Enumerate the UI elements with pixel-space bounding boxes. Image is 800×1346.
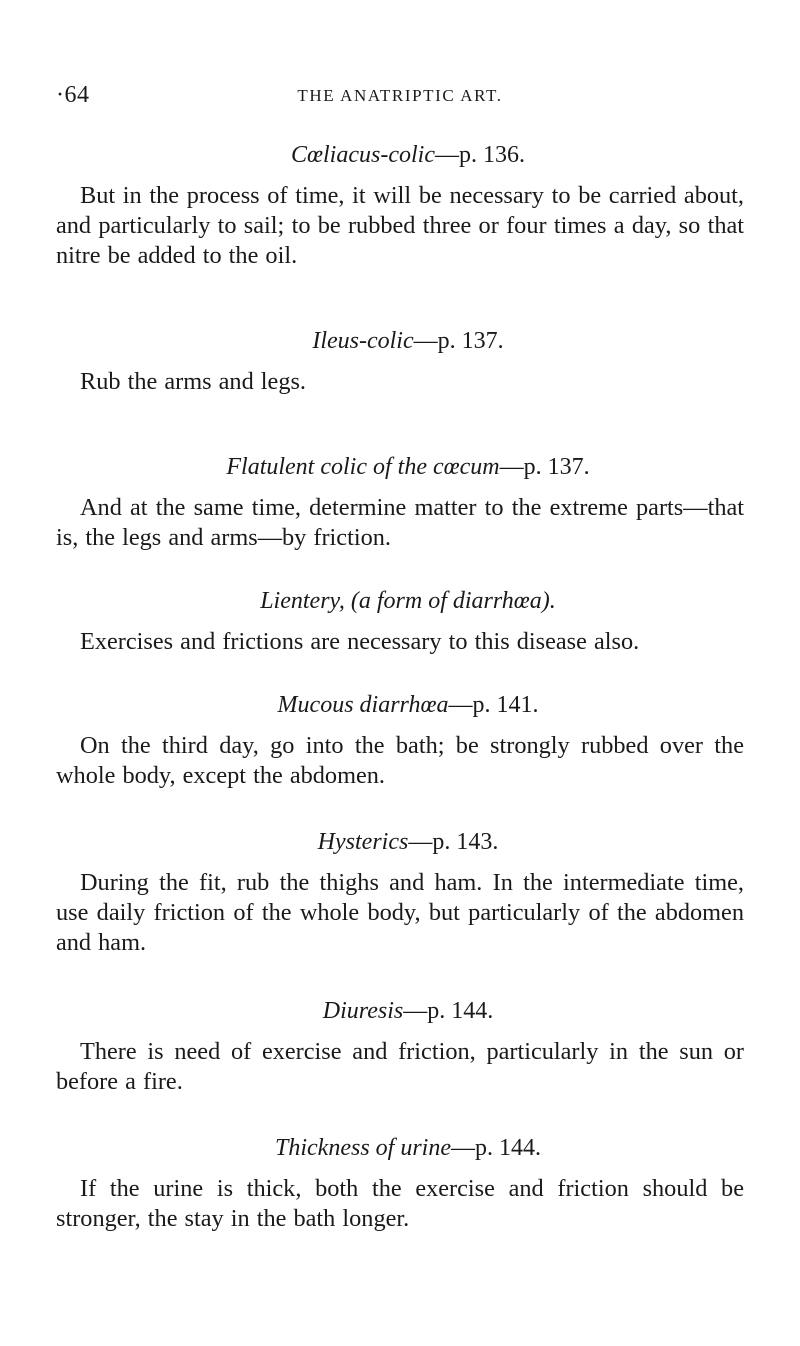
heading-page-ref: —p. 141. bbox=[448, 692, 539, 718]
heading-title: Lientery, (a form of diarrhœa). bbox=[260, 588, 556, 614]
heading-title: Ileus-colic bbox=[312, 328, 414, 354]
heading-title: Hysterics bbox=[317, 829, 409, 855]
section-paragraph: Exercises and frictions are necessary to this disease also. bbox=[80, 628, 640, 655]
section-heading bbox=[56, 452, 744, 482]
page-body bbox=[56, 140, 744, 1234]
heading-page-ref: —p. 136. bbox=[434, 142, 525, 168]
heading-page-ref: —p. 137. bbox=[413, 328, 504, 354]
section-coeliacus-colic bbox=[56, 140, 744, 271]
section-paragraph: Rub the arms and legs. bbox=[80, 368, 307, 395]
section-paragraph: There is need of exercise and friction, particularly in the sun or before a fire. bbox=[56, 1038, 744, 1095]
heading-title: Cœliacus-colic bbox=[291, 142, 435, 168]
section-thickness-of-urine bbox=[56, 1133, 744, 1234]
section-paragraph: And at the same time, determine matter to the extreme parts—that is, the legs and arms—by friction. bbox=[56, 494, 744, 551]
running-title: THE ANATRIPTIC ART. bbox=[297, 86, 503, 105]
section-heading bbox=[56, 690, 744, 720]
section-ileus-colic bbox=[56, 326, 744, 397]
section-diuresis bbox=[56, 996, 744, 1097]
section-heading bbox=[56, 996, 744, 1026]
heading-title: Diuresis bbox=[322, 998, 404, 1024]
section-paragraph: During the fit, rub the thighs and ham. In the intermediate time, use daily friction of the whole body, but particularly of the abdomen and ham. bbox=[56, 869, 744, 956]
heading-page-ref: —p. 137. bbox=[499, 454, 590, 480]
heading-page-ref: —p. 143. bbox=[408, 829, 499, 855]
section-heading bbox=[56, 1133, 744, 1163]
running-head bbox=[56, 82, 744, 112]
section-heading bbox=[56, 326, 744, 356]
section-paragraph: If the urine is thick, both the exercise and friction should be stronger, the stay in the bath longer. bbox=[56, 1175, 744, 1232]
heading-title: Thickness of urine bbox=[275, 1135, 451, 1161]
section-mucous-diarrhoea bbox=[56, 690, 744, 791]
section-heading bbox=[56, 140, 744, 170]
heading-title: Flatulent colic of the cœcum bbox=[226, 454, 500, 480]
section-heading bbox=[56, 586, 744, 616]
page-number: ·64 bbox=[56, 82, 90, 108]
section-hysterics bbox=[56, 827, 744, 958]
section-flatulent-colic bbox=[56, 452, 744, 553]
heading-title: Mucous diarrhœa bbox=[277, 692, 449, 718]
section-paragraph: On the third day, go into the bath; be strongly rubbed over the whole body, except the abdomen. bbox=[56, 732, 744, 789]
section-heading bbox=[56, 827, 744, 857]
section-paragraph: But in the process of time, it will be necessary to be carried about, and particularly to sail; to be rubbed three or four times a day, so that nitre be added to the oil. bbox=[56, 182, 744, 269]
heading-page-ref: —p. 144. bbox=[450, 1135, 541, 1161]
section-lientery bbox=[56, 586, 744, 657]
heading-page-ref: —p. 144. bbox=[403, 998, 494, 1024]
